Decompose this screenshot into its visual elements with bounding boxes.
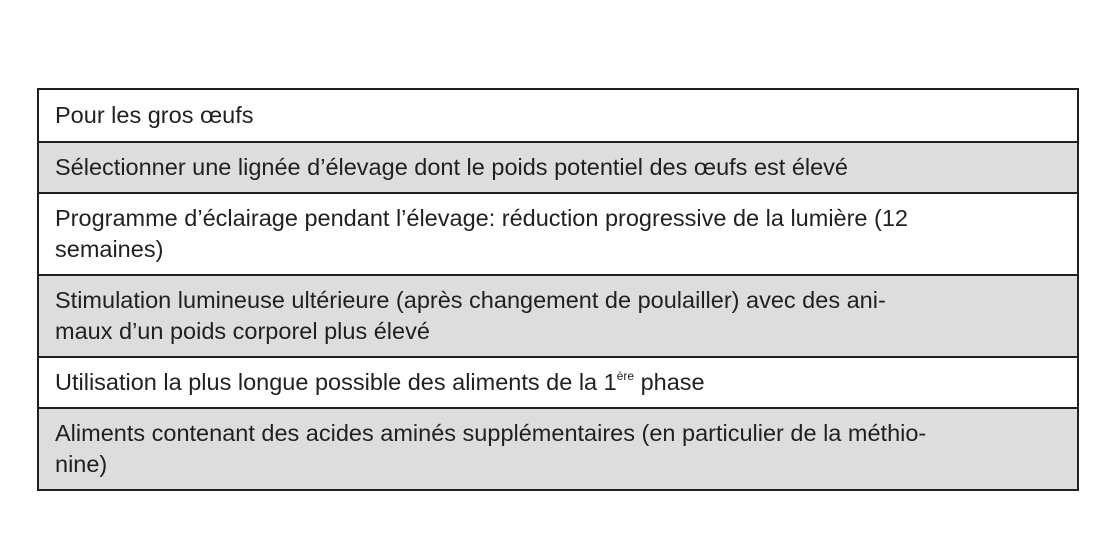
table-row <box>39 274 1077 356</box>
row-text <box>55 418 926 480</box>
table-row <box>39 141 1077 192</box>
row-text <box>55 203 908 265</box>
row-line: Programme d’éclairage pendant l’élevage: réduction progressive de la lumière (12 <box>55 205 908 231</box>
row-line: Aliments contenant des acides aminés supplémentaires (en particulier de la méthio- <box>55 420 927 446</box>
row-line: Stimulation lumineuse ultérieure (après changement de poulailler) avec des ani- <box>55 287 886 313</box>
row-text <box>55 100 254 131</box>
row-line: nine) <box>55 451 108 477</box>
row-text <box>55 285 886 347</box>
ordinal-superscript: ère <box>616 369 635 383</box>
recommendations-table <box>37 88 1079 491</box>
table-row <box>39 192 1077 274</box>
table-row <box>39 356 1077 407</box>
row-line: Sélectionner une lignée d’élevage dont le poids potentiel des œufs est élevé <box>55 154 848 180</box>
row-line: Pour les gros œufs <box>55 102 254 128</box>
row-text <box>55 367 705 398</box>
table-row <box>39 90 1077 141</box>
row-line: maux d’un poids corporel plus élevé <box>55 318 430 344</box>
table-row <box>39 407 1077 489</box>
row-line: semaines) <box>55 236 164 262</box>
row-text-before: Utilisation la plus longue possible des aliments de la 1 <box>55 369 617 395</box>
row-text <box>55 152 848 183</box>
row-text-after: phase <box>634 369 705 395</box>
